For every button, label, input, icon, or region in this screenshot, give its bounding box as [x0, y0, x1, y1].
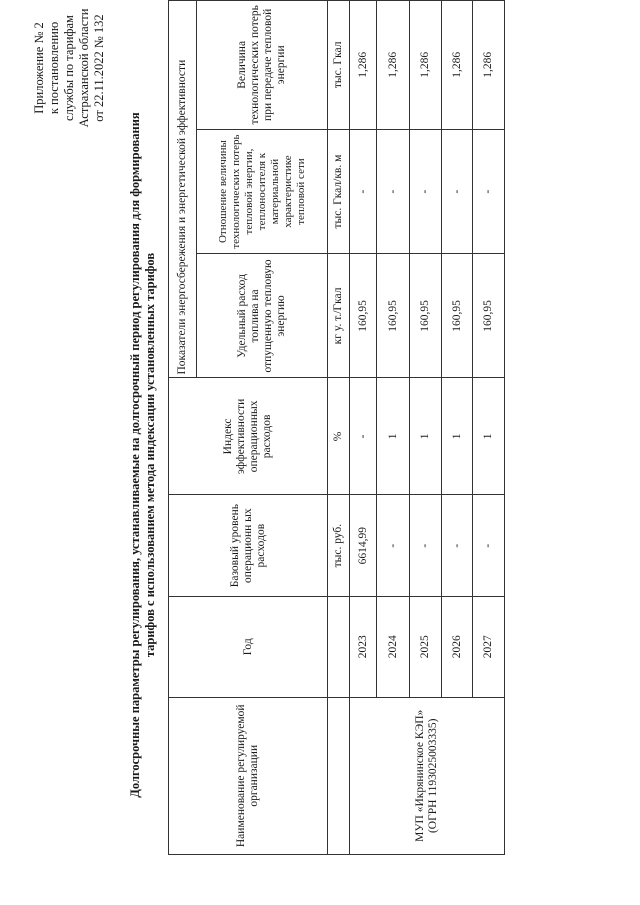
- units-row: [328, 1, 350, 855]
- header-fuel-rate: Удельный расход топлива на отпущенную тепловую энергию: [197, 254, 328, 378]
- cell-loss: 1,286: [473, 1, 505, 130]
- cell-fuel: 160,95: [350, 254, 377, 378]
- cell-base: -: [377, 495, 410, 597]
- cell-base: 6614,99: [350, 495, 377, 597]
- cell-year: 2023: [350, 597, 377, 698]
- cell-fuel: 160,95: [410, 254, 442, 378]
- cell-loss: 1,286: [442, 1, 473, 130]
- cell-loss: 1,286: [410, 1, 442, 130]
- cell-year: 2025: [410, 597, 442, 698]
- cell-base: -: [442, 495, 473, 597]
- appendix-line: Астраханской области: [77, 8, 91, 128]
- unit-cell-empty: [328, 597, 350, 698]
- header-year: Год: [169, 597, 328, 698]
- header-loss-ratio: Отношение величины технологических потерь тепловой энергии, теплоносителя к материальной характеристике тепловой сети: [197, 129, 328, 254]
- organization-cell: МУП «Икрянинское КЭП» (ОГРН 1193025003335): [350, 697, 505, 854]
- cell-ratio: -: [473, 129, 505, 254]
- header-organization: Наименование регулируемой организации: [169, 697, 328, 854]
- cell-year: 2026: [442, 597, 473, 698]
- appendix-line: от 22.11.2022 № 132: [92, 14, 106, 122]
- table-row: [350, 1, 377, 855]
- cell-index: -: [350, 378, 377, 495]
- cell-fuel: 160,95: [377, 254, 410, 378]
- unit-ratio: тыс. Гкал/кв. м: [328, 129, 350, 254]
- unit-cell-empty: [328, 697, 350, 854]
- appendix-block: [32, 7, 107, 129]
- cell-year: 2024: [377, 597, 410, 698]
- title-line: Долгосрочные параметры регулирования, устанавливаемые на долгосрочный период регулирования для формирования: [128, 112, 142, 798]
- cell-fuel: 160,95: [442, 254, 473, 378]
- cell-loss: 1,286: [350, 1, 377, 130]
- cell-ratio: -: [442, 129, 473, 254]
- cell-base: -: [473, 495, 505, 597]
- cell-loss: 1,286: [377, 1, 410, 130]
- document-title: [128, 45, 158, 865]
- cell-index: 1: [473, 378, 505, 495]
- appendix-line: службы по тарифам: [62, 15, 76, 121]
- cell-ratio: -: [410, 129, 442, 254]
- header-efficiency-index: Индекс эффективности операционных расходов: [169, 378, 328, 495]
- cell-index: 1: [377, 378, 410, 495]
- unit-fuel: кг у. т./Гкал: [328, 254, 350, 378]
- unit-base: тыс. руб.: [328, 495, 350, 597]
- cell-year: 2027: [473, 597, 505, 698]
- cell-ratio: -: [350, 129, 377, 254]
- header-tech-losses: Величина технологических потерь при передаче тепловой энергии: [197, 1, 328, 130]
- appendix-line: к постановлению: [47, 21, 61, 115]
- cell-fuel: 160,95: [473, 254, 505, 378]
- unit-index: %: [328, 378, 350, 495]
- cell-base: -: [410, 495, 442, 597]
- appendix-line: Приложение № 2: [32, 22, 46, 114]
- header-base-level: Базовый уровень операционн ых расходов: [169, 495, 328, 597]
- title-line: тарифов с использованием метода индексации установленных тарифов: [143, 252, 157, 658]
- cell-index: 1: [410, 378, 442, 495]
- header-row-top: [169, 1, 197, 855]
- unit-loss: тыс. Гкал: [328, 1, 350, 130]
- header-energy-group: Показатели энергосбережения и энергетической эффективности: [169, 1, 197, 379]
- cell-index: 1: [442, 378, 473, 495]
- cell-ratio: -: [377, 129, 410, 254]
- parameters-table: [168, 0, 505, 855]
